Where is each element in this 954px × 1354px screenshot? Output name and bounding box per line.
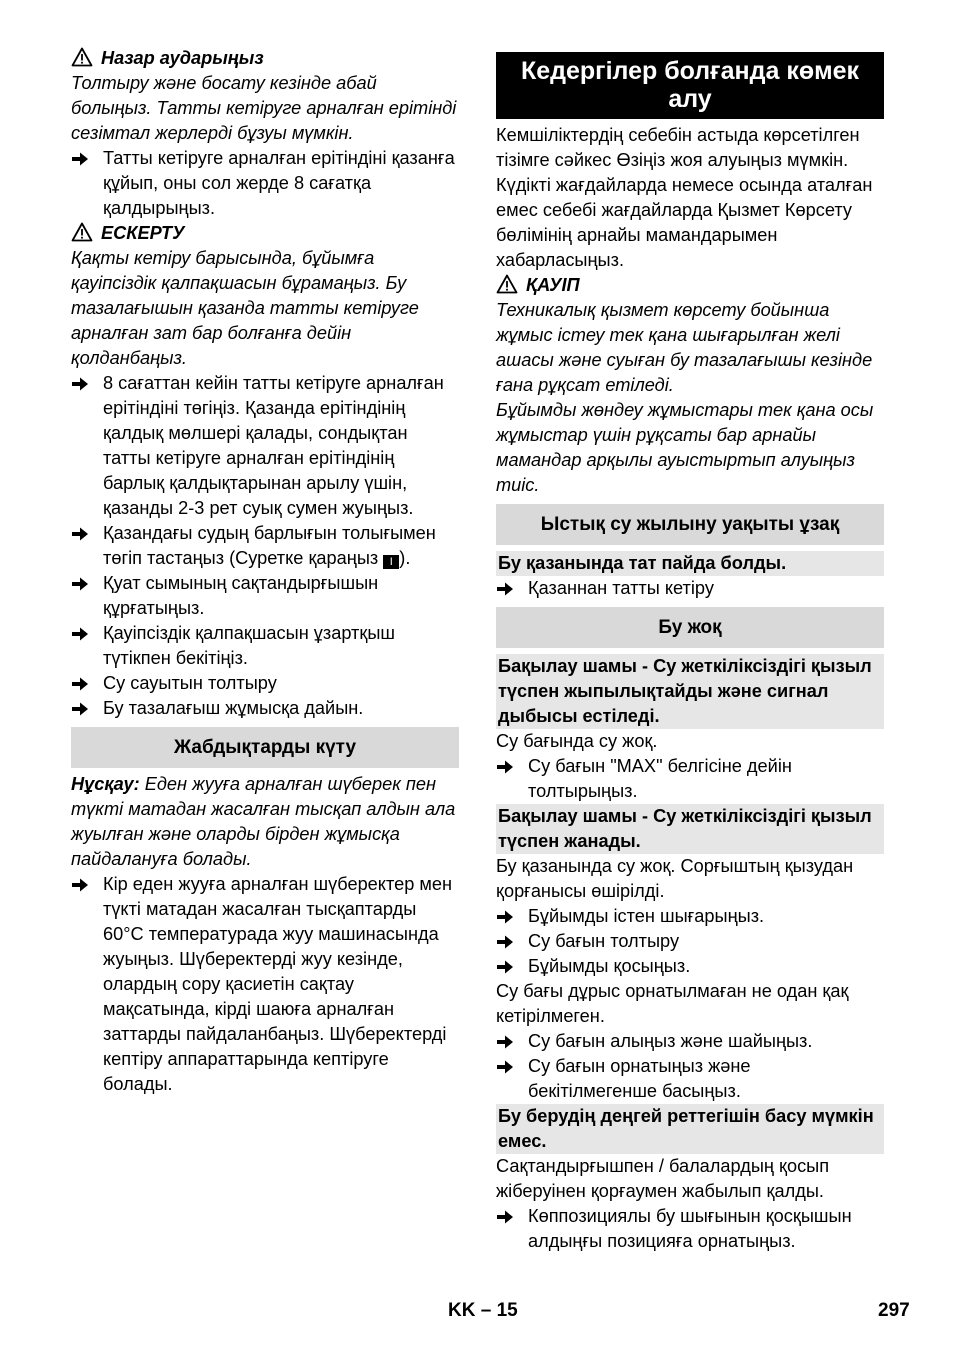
section-heading-heat: Ыстық су жылыну уақыты ұзақ bbox=[496, 504, 884, 545]
right-column bbox=[496, 46, 884, 1254]
instruction-step bbox=[71, 371, 459, 521]
section-heading-no-steam: Бу жоқ bbox=[496, 607, 884, 648]
hint-paragraph bbox=[71, 772, 459, 872]
arrow-right-icon bbox=[496, 576, 518, 601]
instruction-step bbox=[496, 754, 884, 804]
arrow-right-icon bbox=[71, 521, 93, 546]
warning-triangle-icon bbox=[71, 221, 93, 246]
main-section-title: Кедергілер болғанда көмек алу bbox=[496, 52, 884, 119]
step-text: Су бағын "MAX" белгісіне дейін толтырыңыз. bbox=[528, 756, 792, 801]
note-title: ЕСКЕРТУ bbox=[101, 223, 185, 243]
step-text: Татты кетіруге арналған ерітіндіні қазанға құйып, оны сол жерде 8 сағатқа қалдырыңыз. bbox=[103, 148, 455, 218]
arrow-right-icon bbox=[71, 371, 93, 396]
step-text: 8 сағаттан кейін татты кетіруге арналған ерітіндіні төгіңіз. Қазанда ерітіндінің қалдық мөлшері қалады, сондықтан татты кетіруге арналған ерітіндінің барлық қалдықтарынан арылу үшін, қазанды 2-3 рет суық сумен жуыңыз. bbox=[103, 373, 444, 518]
step-text: Бу тазалағыш жұмысқа дайын. bbox=[103, 698, 364, 718]
step-text: Су бағын толтыру bbox=[528, 931, 680, 951]
step-text: Су бағын алыңыз және шайыңыз. bbox=[528, 1031, 813, 1051]
warning-title: Назар аударыңыз bbox=[101, 48, 264, 68]
step-text: Су бағын орнатыңыз және бекітілмегенше басыңыз. bbox=[528, 1056, 751, 1101]
danger-heading bbox=[496, 273, 884, 298]
instruction-step bbox=[71, 571, 459, 621]
cause-text: Су бағы дұрыс орнатылмаған не одан қақ кетірілмеген. bbox=[496, 981, 849, 1026]
step-text: Көппозициялы бу шығынын қосқышын алдыңғы позицияға орнатыңыз. bbox=[528, 1206, 852, 1251]
note-heading bbox=[71, 221, 459, 246]
warning-heading bbox=[71, 46, 459, 71]
arrow-right-icon bbox=[496, 1204, 518, 1229]
arrow-right-icon bbox=[496, 904, 518, 929]
hint-label: Нұсқау: bbox=[71, 774, 140, 794]
instruction-step bbox=[496, 1029, 884, 1054]
note-text: Қақты кетіру барысында, бұйымға қауіпсіздік қалпақшасын бұрамаңыз. Бу тазалағышын қазанда татты кетіруге арналған зат бар болғанға дейін қолданбаңыз. bbox=[71, 248, 419, 368]
figure-reference: I bbox=[383, 555, 399, 569]
step-text: Су сауытын толтыру bbox=[103, 673, 277, 693]
instruction-step bbox=[71, 872, 459, 1097]
left-column bbox=[71, 46, 459, 1097]
instruction-step bbox=[71, 696, 459, 721]
instruction-step bbox=[496, 1054, 884, 1104]
warning-text: Толтыру және босату кезінде абай болыңыз. Татты кетіруге арналған ерітінді сезімтал жерлерді бұзуы мүмкін. bbox=[71, 73, 457, 143]
warning-triangle-icon bbox=[71, 46, 93, 71]
arrow-right-icon bbox=[496, 754, 518, 779]
step-text: Қауіпсіздік қалпақшасын ұзартқыш түтікпен бекітіңіз. bbox=[103, 623, 396, 668]
step-text: Қазандағы судың барлығын толығымен төгіп тастаңыз (Суретке қараңыз bbox=[103, 523, 436, 568]
hint-text: Еден жууға арналған шүберек пен түкті матадан жасалған тысқап алдын ала жуылған және оларды бірден жұмысқа пайдалануға болады. bbox=[71, 774, 456, 869]
instruction-step bbox=[496, 904, 884, 929]
arrow-right-icon bbox=[496, 1029, 518, 1054]
instruction-step bbox=[71, 671, 459, 696]
subheading-rust: Бу қазанында тат пайда болды. bbox=[496, 551, 884, 576]
arrow-right-icon bbox=[71, 621, 93, 646]
section-heading-maintenance: Жабдықтарды күту bbox=[71, 727, 459, 768]
danger-text: Техникалық қызмет көрсету бойынша жұмыс істеу тек қана шығарылған желі ашасы және суыған бу тазалағышы кезінде ғана рұқсат етіледі. bbox=[496, 300, 873, 395]
instruction-step bbox=[496, 929, 884, 954]
footer-section-label: KK – 15 bbox=[448, 1300, 518, 1321]
page-number: 297 bbox=[878, 1300, 910, 1321]
cause-text: Су бағында су жоқ. bbox=[496, 731, 658, 751]
step-text: Бұйымды істен шығарыңыз. bbox=[528, 906, 765, 926]
instruction-step bbox=[496, 1204, 884, 1254]
arrow-right-icon bbox=[71, 571, 93, 596]
instruction-step bbox=[496, 954, 884, 979]
arrow-right-icon bbox=[71, 872, 93, 897]
step-text: Бұйымды қосыңыз. bbox=[528, 956, 691, 976]
intro-text: Кемшіліктердің себебін астыда көрсетілген тізімге сәйкес Өзіңіз жоя алуыңыз мүмкін. Күдікті жағдайларда немесе осында аталған емес себебі жағдайларда Қызмет Көрсету бөлімінің арнайы мамандарымен хабарласыңыз. bbox=[496, 125, 873, 270]
cause-text: Бу қазанында су жоқ. Сорғыштың қызудан қорғанысы өшірілді. bbox=[496, 856, 854, 901]
subheading-lamp-blinking: Бақылау шамы - Су жеткіліксіздігі қызыл түспен жыпылықтайды және сигнал дыбысы естіледі. bbox=[496, 654, 884, 729]
arrow-right-icon bbox=[71, 671, 93, 696]
instruction-step bbox=[71, 621, 459, 671]
arrow-right-icon bbox=[496, 929, 518, 954]
step-text: Қазаннан татты кетіру bbox=[528, 578, 714, 598]
subheading-lamp-on: Бақылау шамы - Су жеткіліксіздігі қызыл түспен жанады. bbox=[496, 804, 884, 854]
arrow-right-icon bbox=[496, 954, 518, 979]
arrow-right-icon bbox=[496, 1054, 518, 1079]
warning-triangle-icon bbox=[496, 273, 518, 298]
subheading-lever: Бу берудің деңгей реттегішін басу мүмкін емес. bbox=[496, 1104, 884, 1154]
arrow-right-icon bbox=[71, 146, 93, 171]
step-text: Кір еден жууға арналған шүберектер мен түкті матадан жасалған тысқаптарды 60°C температурада жуу машинасында жуыңыз. Шүберектерді жуу кезінде, олардың сору қасиетін сақтау мақсатында, кірді шаюға арналған заттарды пайдаланбаңыз. Шүберектерді кептіру аппараттарында кептіруге болады. bbox=[103, 874, 453, 1094]
cause-text: Сақтандырғышпен / балалардың қосып жіберуінен қорғаумен жабылып қалды. bbox=[496, 1156, 830, 1201]
instruction-step bbox=[496, 576, 884, 601]
danger-title: ҚАУІП bbox=[526, 275, 580, 295]
danger-text: Бұйымды жөндеу жұмыстары тек қана осы жұмыстар үшін рұқсаты бар арнайы мамандар арқылы ауыстыртып алуыңыз тиіс. bbox=[496, 400, 874, 495]
step-text-end: ). bbox=[399, 548, 411, 568]
instruction-step bbox=[71, 521, 459, 571]
step-text: Қуат сымының сақтандырғышын құрғатыңыз. bbox=[103, 573, 379, 618]
instruction-step bbox=[71, 146, 459, 221]
arrow-right-icon bbox=[71, 696, 93, 721]
